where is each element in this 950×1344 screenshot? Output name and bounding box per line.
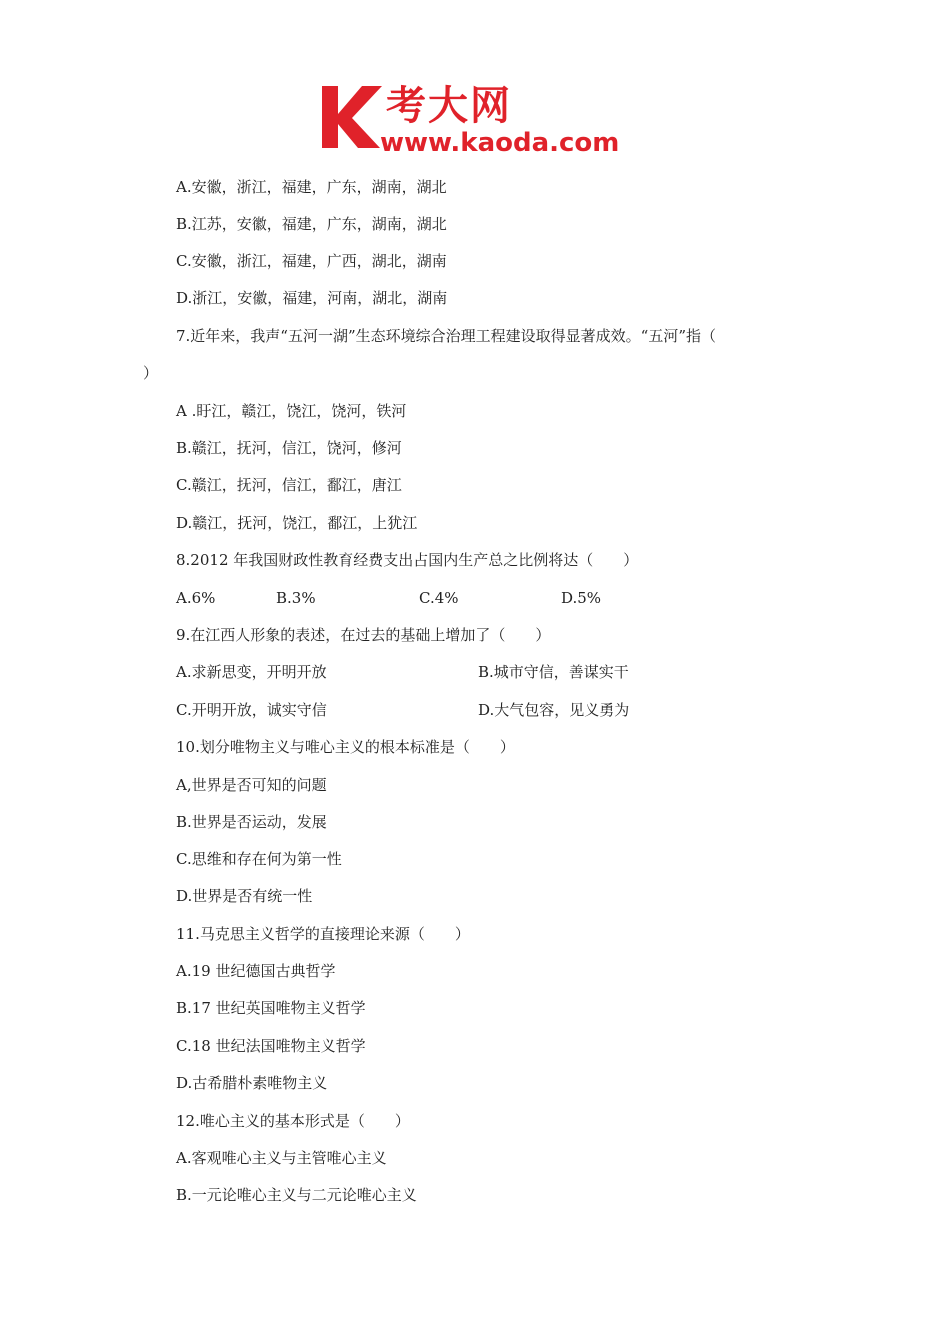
- q11-option-b: B.17 世纪英国唯物主义哲学: [176, 999, 366, 1017]
- q6-option-d: D.浙江，安徽，福建，河南，湖北，湖南: [176, 289, 448, 307]
- q10-option-d: D.世界是否有统一性: [176, 887, 313, 905]
- q7-question: 7.近年来，我声“五河一湖”生态环境综合治理工程建设取得显著成效。“五河”指（: [176, 327, 716, 345]
- q11-option-d: D.古希腊朴素唯物主义: [176, 1074, 328, 1092]
- q6-option-c: C.安徽，浙江，福建，广西，湖北，湖南: [176, 252, 447, 270]
- q10-option-c: C.思维和存在何为第一性: [176, 850, 342, 868]
- q7-option-a: A .盱江，赣江，饶江，饶河，铁河: [176, 402, 407, 420]
- q7-question-end: ）: [143, 364, 159, 382]
- q11-option-c: C.18 世纪法国唯物主义哲学: [176, 1037, 366, 1055]
- q12-option-b: B.一元论唯心主义与二元论唯心主义: [176, 1186, 417, 1204]
- q8-option-a: A.6%: [176, 589, 216, 607]
- q8-option-c: C.4%: [419, 589, 459, 607]
- q6-option-a: A.安徽，浙江，福建，广东，湖南，湖北: [176, 178, 447, 196]
- q8-question: 8.2012 年我国财政性教育经费支出占国内生产总之比例将达（ ）: [176, 551, 639, 569]
- q10-option-a: A,世界是否可知的问题: [176, 776, 327, 794]
- q9-option-b: B.城市守信，善谋实干: [478, 663, 629, 681]
- q9-option-d: D.大气包容，见义勇为: [478, 701, 630, 719]
- q8-option-d: D.5%: [561, 589, 602, 607]
- q10-option-b: B.世界是否运动，发展: [176, 813, 327, 831]
- q7-option-d: D.赣江，抚河，饶江，鄱江，上犹江: [176, 514, 418, 532]
- kaoda-logo: [318, 82, 638, 162]
- q9-option-c: C.开明开放，诚实守信: [176, 701, 327, 719]
- q8-option-b: B.3%: [276, 589, 316, 607]
- q6-option-b: B.江苏，安徽，福建，广东，湖南，湖北: [176, 215, 447, 233]
- q11-question: 11.马克思主义哲学的直接理论来源（ ）: [176, 925, 470, 943]
- q12-question: 12.唯心主义的基本形式是（ ）: [176, 1112, 410, 1130]
- q7-option-b: B.赣江，抚河，信江，饶河，修河: [176, 439, 402, 457]
- q10-question: 10.划分唯物主义与唯心主义的根本标准是（ ）: [176, 738, 515, 756]
- logo-name: 考大网: [386, 83, 512, 129]
- q9-option-a: A.求新思变，开明开放: [176, 663, 327, 681]
- logo-url: www.kaoda.com: [380, 128, 620, 158]
- q11-option-a: A.19 世纪德国古典哲学: [176, 962, 336, 980]
- q7-option-c: C.赣江，抚河，信江，鄱江，唐江: [176, 476, 402, 494]
- q9-question: 9.在江西人形象的表述，在过去的基础上增加了（ ）: [176, 626, 551, 644]
- k-logo-icon: [318, 82, 388, 152]
- q12-option-a: A.客观唯心主义与主管唯心主义: [176, 1149, 387, 1167]
